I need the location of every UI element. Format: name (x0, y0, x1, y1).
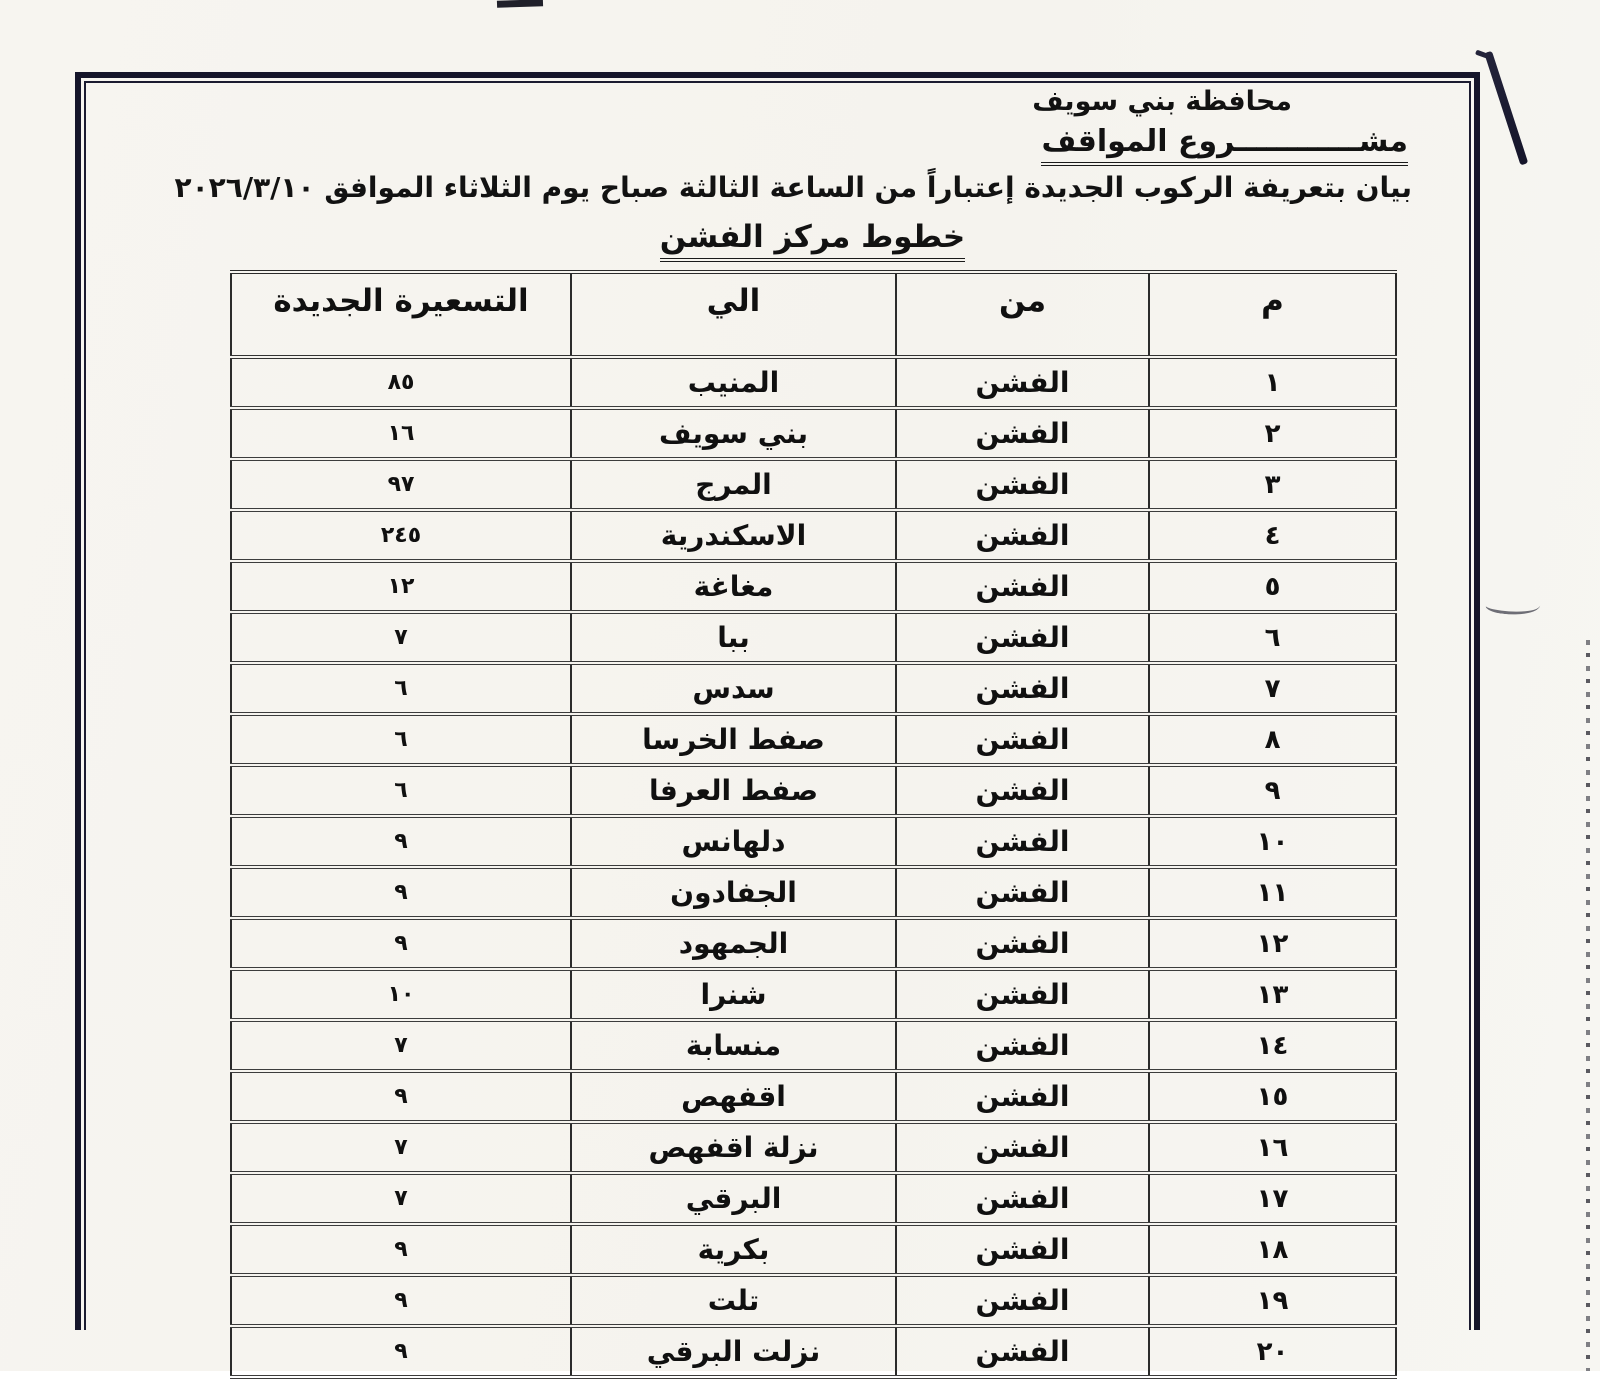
destination-cell: سدس (571, 663, 896, 714)
table-row (231, 867, 1396, 918)
origin-cell: الفشن (896, 1122, 1149, 1173)
fare-cell: ٩٧ (231, 459, 571, 510)
col-header-number: م (1149, 272, 1396, 357)
origin-cell: الفشن (896, 612, 1149, 663)
row-number-cell: ٩ (1149, 765, 1396, 816)
destination-cell: مغاغة (571, 561, 896, 612)
fare-cell: ٢٤٥ (231, 510, 571, 561)
origin-cell: الفشن (896, 1224, 1149, 1275)
row-number-cell: ١ (1149, 357, 1396, 408)
destination-cell: صفط العرفا (571, 765, 896, 816)
origin-cell: الفشن (896, 867, 1149, 918)
destination-cell: بني سويف (571, 408, 896, 459)
fare-cell: ٦ (231, 663, 571, 714)
table-row (231, 612, 1396, 663)
row-number-cell: ١٨ (1149, 1224, 1396, 1275)
scan-mark-top-icon (497, 0, 543, 8)
origin-cell: الفشن (896, 1173, 1149, 1224)
col-header-to: الي (571, 272, 896, 357)
fare-cell: ٩ (231, 1224, 571, 1275)
origin-cell: الفشن (896, 1071, 1149, 1122)
origin-cell: الفشن (896, 816, 1149, 867)
row-number-cell: ١٥ (1149, 1071, 1396, 1122)
row-number-cell: ٦ (1149, 612, 1396, 663)
origin-cell: الفشن (896, 1020, 1149, 1071)
project-title: مشــــــــــــروع المواقف (1041, 124, 1408, 166)
origin-cell: الفشن (896, 510, 1149, 561)
table-row (231, 357, 1396, 408)
fare-cell: ٩ (231, 1071, 571, 1122)
row-number-cell: ١٤ (1149, 1020, 1396, 1071)
origin-cell: الفشن (896, 459, 1149, 510)
destination-cell: الجمهود (571, 918, 896, 969)
fare-cell: ١٢ (231, 561, 571, 612)
origin-cell: الفشن (896, 918, 1149, 969)
fare-cell: ٦ (231, 765, 571, 816)
row-number-cell: ٥ (1149, 561, 1396, 612)
origin-cell: الفشن (896, 357, 1149, 408)
scan-smudge-right (1485, 593, 1541, 618)
table-row (231, 408, 1396, 459)
destination-cell: البرقي (571, 1173, 896, 1224)
destination-cell: اقفهص (571, 1071, 896, 1122)
table-row (231, 561, 1396, 612)
origin-cell: الفشن (896, 561, 1149, 612)
row-number-cell: ٣ (1149, 459, 1396, 510)
destination-cell: شنرا (571, 969, 896, 1020)
table-header-row (231, 272, 1396, 357)
fare-cell: ١٠ (231, 969, 571, 1020)
table-row (231, 1326, 1396, 1377)
table-row (231, 1122, 1396, 1173)
destination-cell: منسابة (571, 1020, 896, 1071)
destination-cell: المرج (571, 459, 896, 510)
origin-cell: الفشن (896, 1326, 1149, 1377)
row-number-cell: ١٢ (1149, 918, 1396, 969)
table-row (231, 714, 1396, 765)
origin-cell: الفشن (896, 1275, 1149, 1326)
origin-cell: الفشن (896, 408, 1149, 459)
row-number-cell: ١٣ (1149, 969, 1396, 1020)
fare-cell: ٩ (231, 867, 571, 918)
fare-cell: ٧ (231, 612, 571, 663)
lines-title-line (230, 219, 1395, 262)
table-row (231, 969, 1396, 1020)
fare-cell: ٩ (231, 816, 571, 867)
destination-cell: ببا (571, 612, 896, 663)
origin-cell: الفشن (896, 714, 1149, 765)
origin-cell: الفشن (896, 663, 1149, 714)
fare-cell: ٧ (231, 1020, 571, 1071)
destination-cell: نزلة اقفهص (571, 1122, 896, 1173)
fare-cell: ٧ (231, 1122, 571, 1173)
fare-table (230, 270, 1397, 1379)
origin-cell: الفشن (896, 765, 1149, 816)
fare-cell: ٩ (231, 918, 571, 969)
row-number-cell: ٢٠ (1149, 1326, 1396, 1377)
row-number-cell: ١٦ (1149, 1122, 1396, 1173)
table-row (231, 1224, 1396, 1275)
table-row (231, 918, 1396, 969)
origin-cell: الفشن (896, 969, 1149, 1020)
fare-statement-title: بيان بتعريفة الركوب الجديدة إعتباراً من الساعة الثالثة صباح يوم الثلاثاء الموافق ٢٠٢٦/٣/١٠ (174, 171, 1412, 204)
destination-cell: الجفادون (571, 867, 896, 918)
destination-cell: الاسكندرية (571, 510, 896, 561)
destination-cell: بكرية (571, 1224, 896, 1275)
table-row (231, 1173, 1396, 1224)
table-row (231, 459, 1396, 510)
table-row (231, 765, 1396, 816)
page-edge-dashes (1586, 640, 1590, 1371)
table-row (231, 1275, 1396, 1326)
row-number-cell: ٧ (1149, 663, 1396, 714)
fare-cell: ٦ (231, 714, 571, 765)
destination-cell: دلهانس (571, 816, 896, 867)
fare-cell: ١٦ (231, 408, 571, 459)
destination-cell: المنيب (571, 357, 896, 408)
row-number-cell: ١٧ (1149, 1173, 1396, 1224)
row-number-cell: ٤ (1149, 510, 1396, 561)
destination-cell: نزلت البرقي (571, 1326, 896, 1377)
fare-cell: ٧ (231, 1173, 571, 1224)
destination-cell: تلت (571, 1275, 896, 1326)
table-row (231, 816, 1396, 867)
table-row (231, 1071, 1396, 1122)
col-header-new-fare: التسعيرة الجديدة (231, 272, 571, 357)
project-title-line (1041, 124, 1408, 166)
row-number-cell: ٢ (1149, 408, 1396, 459)
fare-cell: ٩ (231, 1275, 571, 1326)
table-row (231, 663, 1396, 714)
col-header-from: من (896, 272, 1149, 357)
destination-cell: صفط الخرسا (571, 714, 896, 765)
fare-cell: ٩ (231, 1326, 571, 1377)
lines-title: خطوط مركز الفشن (660, 219, 966, 262)
table-row (231, 510, 1396, 561)
row-number-cell: ١٠ (1149, 816, 1396, 867)
row-number-cell: ٨ (1149, 714, 1396, 765)
table-row (231, 1020, 1396, 1071)
fare-cell: ٨٥ (231, 357, 571, 408)
row-number-cell: ١٩ (1149, 1275, 1396, 1326)
pen-stroke-top-right-icon (1484, 51, 1528, 166)
row-number-cell: ١١ (1149, 867, 1396, 918)
governorate-title: محافظة بني سويف (1032, 86, 1292, 117)
